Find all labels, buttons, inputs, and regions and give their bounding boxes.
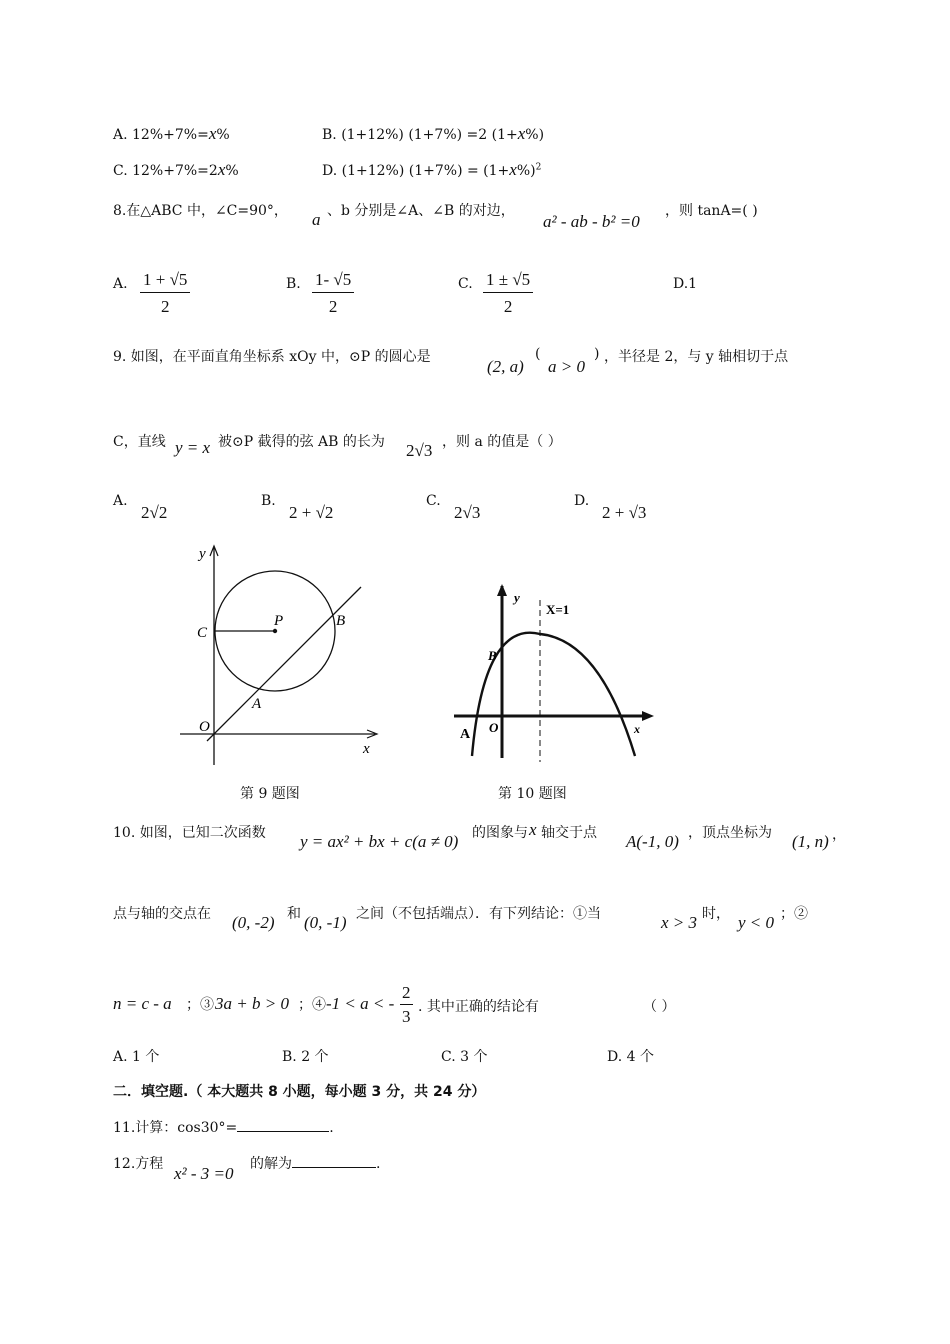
q10-c4-num: 2 — [400, 983, 413, 1005]
q8-a-den: 2 — [160, 297, 170, 316]
fig10-label-o: O — [489, 720, 499, 735]
q12-equation: x² - 3 =0 — [174, 1164, 234, 1183]
q10-c4-den: 3 — [402, 1007, 411, 1026]
fig10-caption: 第 10 题图 — [498, 786, 567, 802]
figure-9 — [175, 540, 385, 770]
fig9-center-dot — [273, 629, 277, 633]
q12-tail — [250, 1153, 380, 1173]
q7-b-var: x — [517, 124, 526, 143]
q8-option-c-label: C. — [458, 276, 473, 292]
q10-conclusion-2: n = c - a — [113, 994, 172, 1013]
q7-c-var: x — [217, 160, 226, 179]
q8-equation: a² - ab - b² =0 — [543, 212, 640, 231]
q9-stem-1: 9. 如图，在平面直角坐标系 xOy 中，⊙P 的圆心是 — [113, 349, 431, 365]
q9-stem-4: 被⊙P 截得的弦 AB 的长为 — [218, 434, 385, 450]
q9-center: (2, a) — [487, 357, 524, 376]
q8-stem-2: 、b 分别是∠A、∠B 的对边， — [327, 203, 515, 219]
q10-stem-2: 的图象与 — [472, 825, 528, 841]
q9-option-d: 2 + √3 — [602, 503, 647, 522]
q10-stem-7: . 其中正确的结论有 — [418, 999, 539, 1015]
q10-stem-6: 之间（不包括端点）．有下列结论：①当 — [356, 906, 601, 922]
q10-c4-frac — [400, 983, 413, 1027]
q10-cond-1: x > 3 — [661, 913, 698, 932]
q7-a-end: % — [216, 127, 230, 143]
q10-comma: ， — [832, 827, 846, 843]
q11-end: . — [329, 1120, 334, 1136]
q9-option-a-label: A. — [113, 493, 128, 509]
q9-option-c: 2√3 — [454, 503, 481, 522]
q7-b-end: %) — [525, 127, 545, 143]
q10-stem-3: 轴交于点 — [541, 825, 597, 841]
q7-d-end: %) — [516, 163, 536, 179]
q10-option-c: C. 3 个 — [441, 1049, 488, 1065]
fig9-label-y: y — [199, 546, 206, 562]
q8-option-c-frac — [483, 270, 533, 317]
q10-paren: （ ） — [643, 999, 676, 1015]
q8-var-a: a — [312, 210, 321, 229]
q7-option-c — [113, 160, 239, 180]
fig10-label-b: B — [488, 648, 497, 663]
q10-circ-4: ；④ — [298, 997, 326, 1013]
q10-point-a: A(-1, 0) — [626, 832, 679, 851]
q9-option-b-label: B. — [261, 493, 276, 509]
q7-a-text: A. 12%+7%= — [113, 127, 209, 143]
q9-chord: 2√3 — [406, 441, 433, 460]
q8-stem-1: 8.在△ABC 中，∠C=90°， — [113, 203, 288, 219]
q12-answer-blank[interactable] — [292, 1167, 376, 1168]
q7-c-end: % — [225, 163, 239, 179]
q10-x-var: x — [529, 820, 537, 839]
q7-c-text: C. 12%+7%=2 — [113, 163, 218, 179]
q8-c-den: 2 — [503, 297, 513, 316]
fig10-label-y: y — [514, 590, 520, 605]
fig10-label-a: A — [460, 727, 471, 742]
q12-text-2: 的解为 — [250, 1156, 292, 1172]
q9-cond-open: ( — [535, 346, 541, 362]
figure-10 — [450, 580, 660, 770]
q9-option-c-label: C. — [426, 493, 441, 509]
q9-line-eq: y = x — [175, 438, 211, 457]
q10-option-a: A. 1 个 — [113, 1049, 160, 1065]
q10-and: 和 — [287, 906, 301, 922]
fig9-label-o: O — [199, 719, 210, 735]
q7-d-text: D. (1+12%) (1+7%) = (1+ — [322, 163, 510, 179]
q8-stem-3: ，则 tanA=( ) — [665, 203, 758, 219]
q10-conclusion-3: 3a + b > 0 — [215, 994, 289, 1013]
fig9-caption: 第 9 题图 — [240, 786, 300, 802]
q10-stem-4: ，顶点坐标为 — [688, 825, 772, 841]
q9-stem-3: C，直线 — [113, 434, 166, 450]
q9-option-a: 2√2 — [141, 503, 168, 522]
q10-cond-2: y < 0 — [738, 913, 775, 932]
q8-option-a-label: A. — [113, 276, 128, 292]
q8-a-num: 1 + √5 — [140, 270, 190, 293]
q11 — [113, 1117, 334, 1137]
q10-stem-5: 点与轴的交点在 — [113, 906, 211, 922]
q12-end: . — [376, 1156, 381, 1172]
q9-cond-close: ) — [594, 346, 600, 362]
q10-vertex: (1, n) — [792, 832, 829, 851]
q7-d-var: x — [509, 160, 517, 179]
fig9-label-p: P — [274, 613, 284, 629]
fig9-label-a: A — [252, 696, 262, 712]
q9-option-b: 2 + √2 — [289, 503, 334, 522]
fig10-label-x: x — [634, 722, 640, 736]
q10-point-1: (0, -2) — [232, 913, 275, 932]
q8-stem — [113, 200, 288, 220]
q10-option-d: D. 4 个 — [607, 1049, 654, 1065]
fig9-label-x: x — [363, 741, 370, 757]
q7-d-sup: 2 — [535, 162, 542, 173]
q10-circ-2: ；② — [780, 906, 808, 922]
q7-b-text: B. (1+12%) (1+7%) =2 (1+ — [322, 127, 518, 143]
q10-option-b: B. 2 个 — [282, 1049, 329, 1065]
q8-option-b-frac — [312, 270, 354, 317]
q7-option-b — [322, 124, 544, 144]
fig10-y-arrow — [497, 584, 507, 596]
q11-answer-blank[interactable] — [237, 1131, 329, 1132]
q9-stem-5: ，则 a 的值是（ ） — [442, 434, 562, 450]
q10-conclusion-4: -1 < a < - — [326, 994, 395, 1013]
q9-cond: a > 0 — [548, 357, 585, 376]
q10-point-2: (0, -1) — [304, 913, 347, 932]
q11-text: 11.计算：cos30°= — [113, 1120, 238, 1136]
q9-stem-2: ，半径是 2，与 y 轴相切于点 — [604, 349, 789, 365]
fig10-x-arrow — [642, 711, 654, 721]
q10-function: y = ax² + bx + c(a ≠ 0) — [300, 832, 459, 851]
q8-option-d: D.1 — [673, 276, 698, 292]
q7-option-a — [113, 124, 230, 144]
q8-c-num: 1 ± √5 — [483, 270, 533, 293]
q8-option-b-label: B. — [286, 276, 301, 292]
q8-b-num: 1- √5 — [312, 270, 354, 293]
q9-option-d-label: D. — [574, 493, 590, 509]
q12-text: 12.方程 — [113, 1156, 164, 1172]
q10-circ-3: ；③ — [186, 997, 214, 1013]
q10-when: 时， — [702, 906, 730, 922]
fig9-label-b: B — [336, 613, 346, 629]
q10-stem-1: 10. 如图，已知二次函数 — [113, 825, 266, 841]
fig9-line-y-eq-x — [207, 587, 361, 741]
q8-option-a-frac — [140, 270, 190, 317]
q7-a-var: x — [208, 124, 217, 143]
q8-b-den: 2 — [328, 297, 338, 316]
q7-option-d — [322, 160, 541, 180]
section-2-title: 二．填空题.（ 本大题共 8 小题，每小题 3 分，共 24 分） — [113, 1084, 486, 1100]
fig9-label-c: C — [197, 625, 208, 641]
fig10-label-axis: X=1 — [546, 602, 570, 617]
